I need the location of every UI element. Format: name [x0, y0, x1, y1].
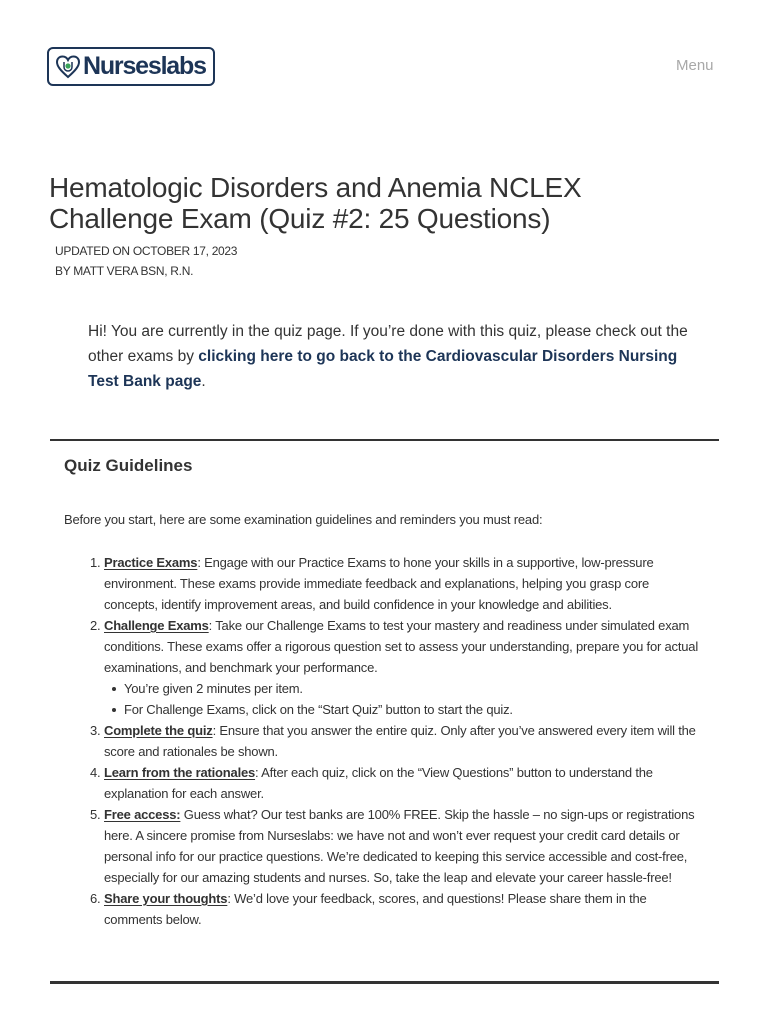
sublist-item: You’re given 2 minutes per item. — [124, 678, 704, 699]
item-number: 6. — [90, 891, 101, 906]
guideline-item-practice-exams — [90, 552, 704, 615]
challenge-exams-sublist — [104, 678, 704, 720]
guideline-label: Complete the quiz — [104, 723, 213, 738]
item-number: 2. — [90, 618, 101, 633]
author-byline: BY MATT VERA BSN, R.N. — [55, 264, 194, 278]
guideline-item-share-thoughts — [90, 888, 704, 930]
guideline-label: Challenge Exams — [104, 618, 209, 633]
guideline-item-challenge-exams — [90, 615, 704, 720]
updated-date: UPDATED ON OCTOBER 17, 2023 — [55, 244, 238, 258]
section-divider-bottom — [50, 981, 719, 984]
guideline-text: : Ensure that you answer the entire quiz. Only after you’ve answered every item will the score and rationales be shown. — [104, 723, 696, 759]
guideline-label: Free access: — [104, 807, 181, 822]
item-number: 4. — [90, 765, 101, 780]
guideline-label: Share your thoughts — [104, 891, 228, 906]
intro-text: Hi! You are currently in the quiz page. If you’re done with this quiz, please check out the other exams by — [88, 323, 688, 365]
intro-paragraph — [88, 319, 688, 394]
guideline-label: Learn from the rationales — [104, 765, 256, 780]
guideline-item-rationales — [90, 762, 704, 804]
guidelines-list — [90, 552, 704, 930]
guideline-item-complete-quiz — [90, 720, 704, 762]
back-to-test-bank-link[interactable]: clicking here to go back to the Cardiovascular Disorders Nursing Test Bank page — [88, 348, 678, 390]
guidelines-lead: Before you start, here are some examination guidelines and reminders you must read: — [64, 512, 543, 527]
item-number: 5. — [90, 807, 101, 822]
intro-text-end: . — [201, 373, 206, 390]
guideline-text: : We’d love your feedback, scores, and questions! Please share them in the comments below. — [104, 891, 647, 927]
logo-text: Nurseslabs — [83, 52, 206, 80]
menu-button[interactable]: Menu — [676, 57, 714, 74]
guideline-item-free-access — [90, 804, 704, 888]
sublist-item: For Challenge Exams, click on the “Start Quiz” button to start the quiz. — [124, 699, 704, 720]
guideline-text: Guess what? Our test banks are 100% FREE. Skip the hassle – no sign-ups or registrations here. A sincere promise from Nurseslabs: we have not and won’t ever request your credit card details or personal info for our practice questions. We’re dedicated to keeping this service accessible and cost-free, especially for our amazing students and nurses. So, take the leap and elevate your career hassle-free! — [104, 807, 695, 885]
item-number: 1. — [90, 555, 101, 570]
section-divider-top — [50, 439, 719, 441]
guideline-text: : Engage with our Practice Exams to hone your skills in a supportive, low-pressure environment. These exams provide immediate feedback and explanations, helping you grasp core concepts, identify improvement areas, and build confidence in your knowledge and abilities. — [104, 555, 654, 612]
nurseslabs-logo[interactable] — [47, 47, 215, 86]
guideline-text: : Take our Challenge Exams to test your mastery and readiness under simulated exam conditions. These exams offer a rigorous question set to assess your understanding, prepare you for actual examinations, and benchmark your performance. — [104, 618, 699, 675]
quiz-guidelines-heading: Quiz Guidelines — [64, 456, 193, 475]
heart-stethoscope-icon — [55, 54, 81, 80]
item-number: 3. — [90, 723, 101, 738]
page-title: Hematologic Disorders and Anemia NCLEX Challenge Exam (Quiz #2: 25 Questions) — [49, 172, 582, 234]
guideline-label: Practice Exams — [104, 555, 198, 570]
guideline-text: : After each quiz, click on the “View Questions” button to understand the explanation for each answer. — [104, 765, 653, 801]
site-header — [0, 0, 768, 110]
